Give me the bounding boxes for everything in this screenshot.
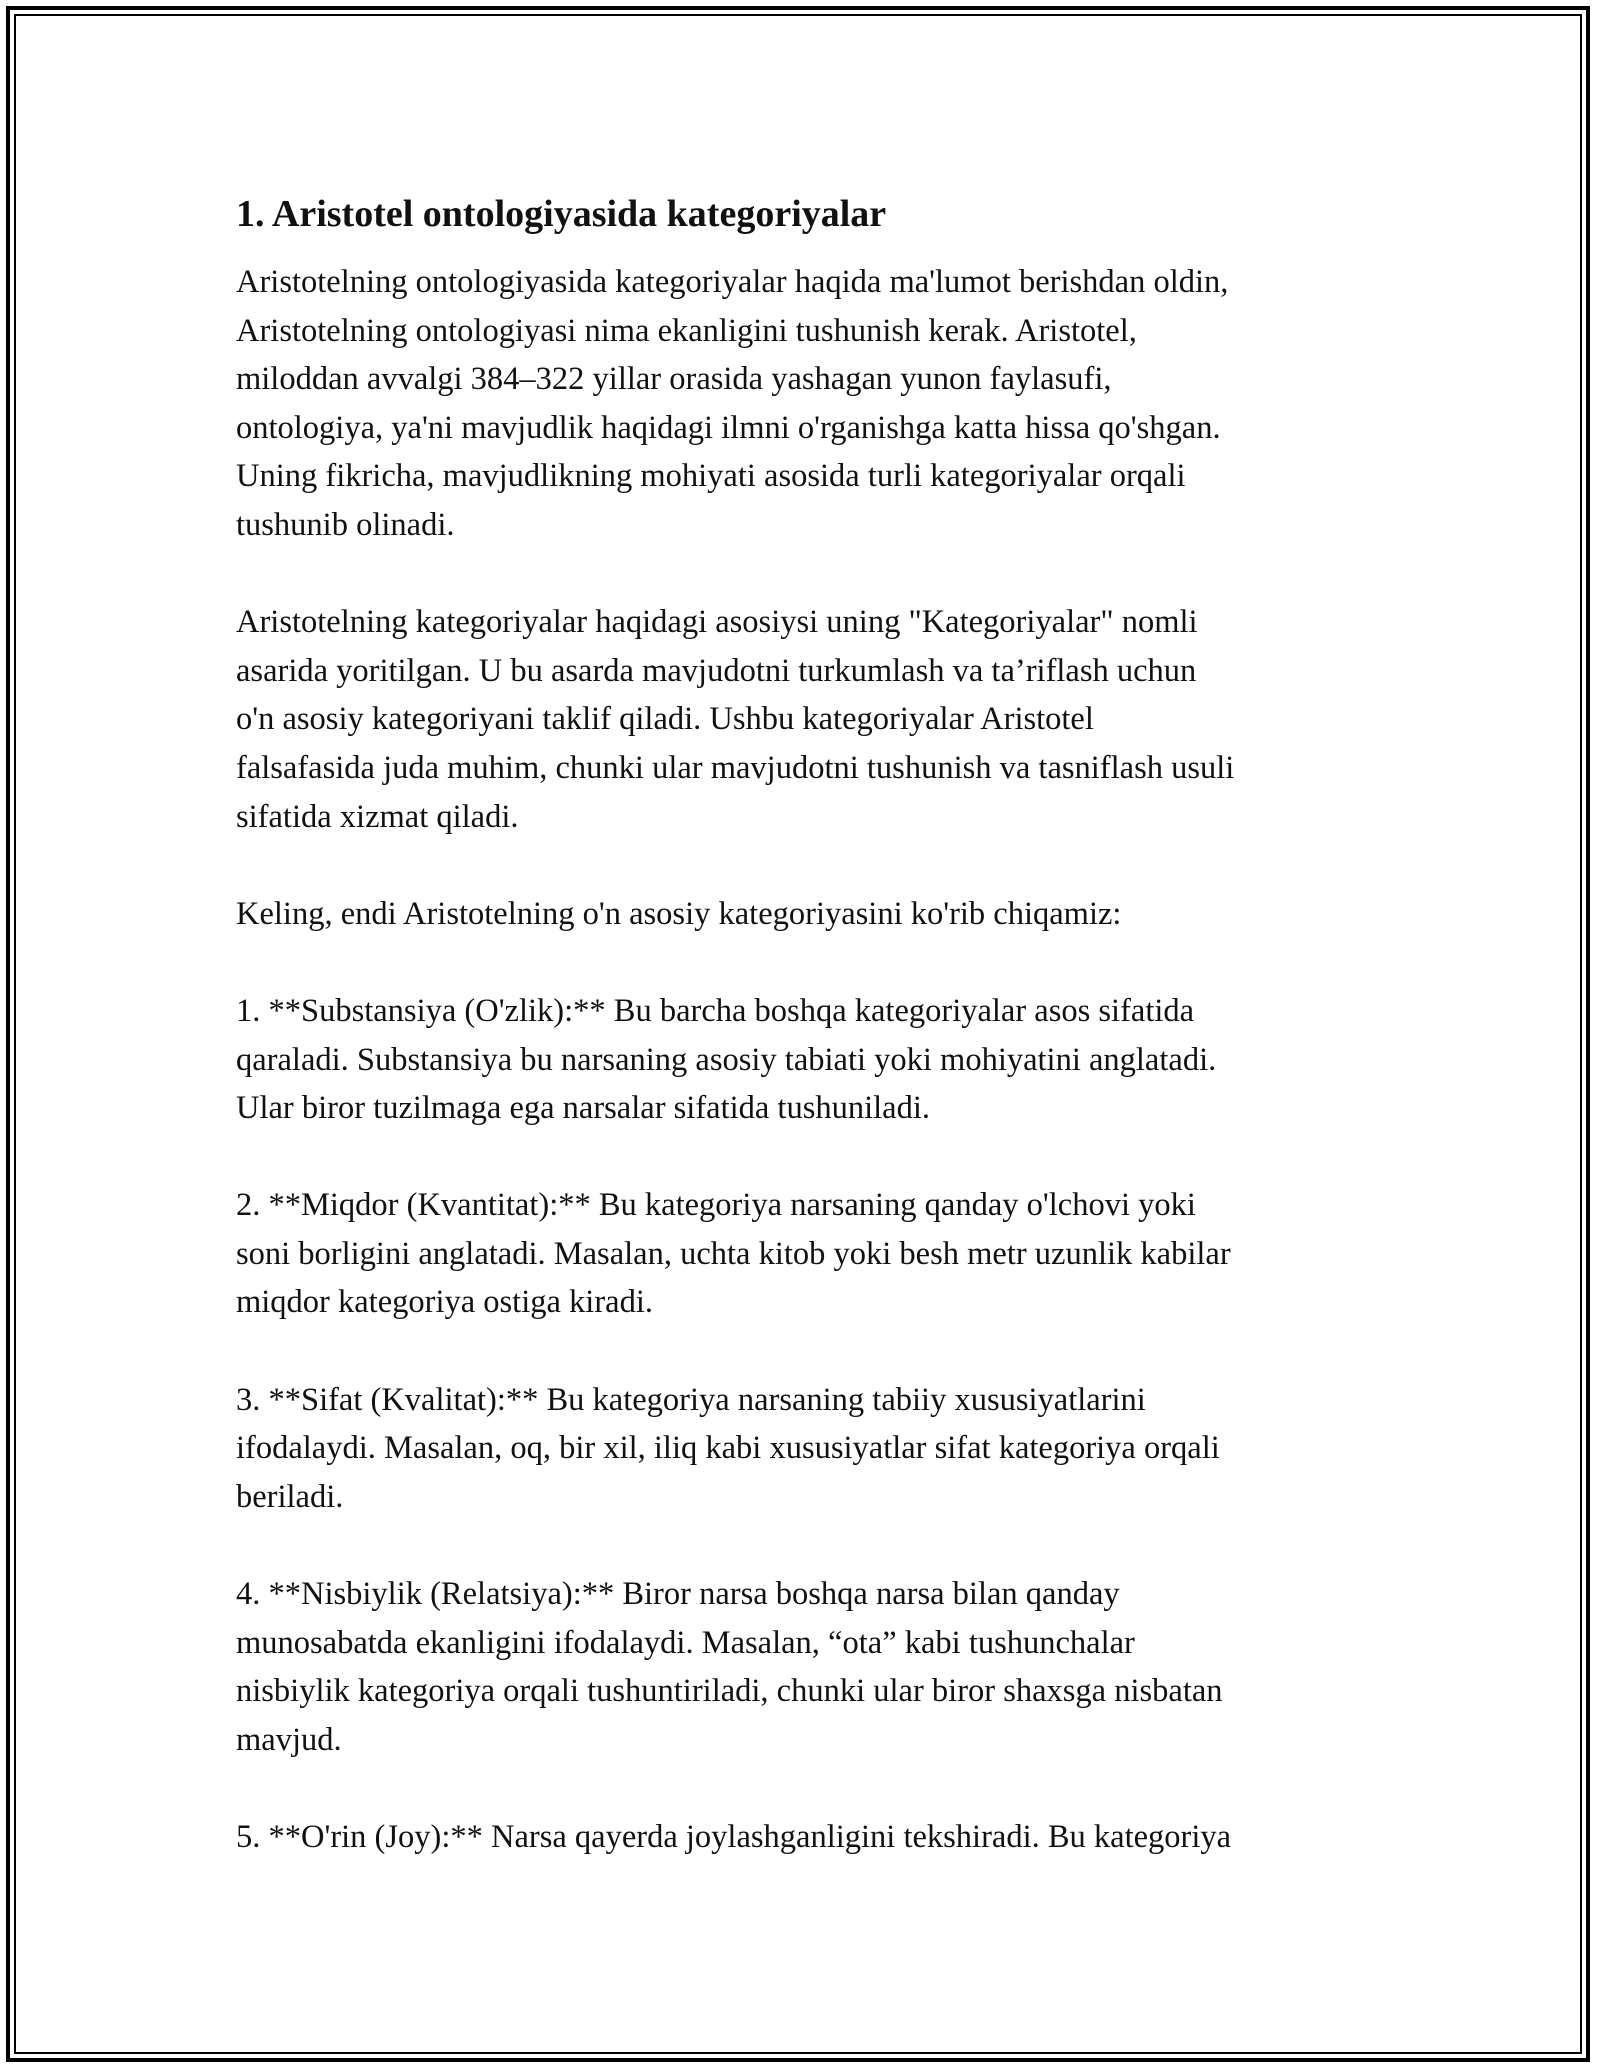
list-item-quality xyxy=(236,1376,1376,1522)
text-line: o'n asosiy kategoriyani taklif qiladi. Ushbu kategoriyalar Aristotel xyxy=(236,701,1094,738)
text-line: tushunib olinadi. xyxy=(236,506,455,543)
text-line: Uning fikricha, mavjudlikning mohiyati asosida turli kategoriyalar orqali xyxy=(236,458,1186,495)
text-line: ifodalaydi. Masalan, oq, bir xil, iliq kabi xususiyatlar sifat kategoriya orqali xyxy=(236,1430,1220,1467)
text-line: mavjud. xyxy=(236,1721,342,1758)
text-line: beriladi. xyxy=(236,1478,344,1515)
text-line: Ular biror tuzilmaga ega narsalar sifatida tushuniladi. xyxy=(236,1090,930,1127)
text-line: sifatida xizmat qiladi. xyxy=(236,798,519,835)
text-line: 5. **O'rin (Joy):** Narsa qayerda joylashganligini tekshiradi. Bu kategoriya xyxy=(236,1819,1232,1855)
text-line: 2. **Miqdor (Kvantitat):** Bu kategoriya narsaning qanday o'lchovi yoki xyxy=(236,1187,1196,1224)
text-line: falsafasida juda muhim, chunki ular mavjudotni tushunish va tasniflash usuli xyxy=(236,749,1235,786)
text-line: asarida yoritilgan. U bu asarda mavjudotni turkumlash va ta’riflash uchun xyxy=(236,652,1197,689)
text-line: Keling, endi Aristotelning o'n asosiy kategoriyasini ko'rib chiqamiz: xyxy=(236,895,1122,932)
text-line: Aristotelning ontologiyasida kategoriyalar haqida ma'lumot berishdan oldin, xyxy=(236,264,1229,300)
document-body xyxy=(236,190,1376,1910)
text-line: 1. **Substansiya (O'zlik):** Bu barcha boshqa kategoriyalar asos sifatida xyxy=(236,992,1195,1029)
paragraph-categories-work xyxy=(236,598,1376,841)
paragraph-ontology-intro xyxy=(236,258,1376,550)
list-item-substance xyxy=(236,987,1376,1133)
text-line: nisbiylik kategoriya orqali tushuntiriladi, chunki ular biror shaxsga nisbatan xyxy=(236,1673,1223,1710)
text-line: Aristotelning ontologiyasi nima ekanligini tushunish kerak. Aristotel, xyxy=(236,312,1137,349)
text-line: qaraladi. Substansiya bu narsaning asosiy tabiati yoki mohiyatini anglatadi. xyxy=(236,1041,1217,1078)
text-line: miqdor kategoriya ostiga kiradi. xyxy=(236,1284,653,1321)
list-item-quantity xyxy=(236,1181,1376,1327)
text-line: 3. **Sifat (Kvalitat):** Bu kategoriya narsaning tabiiy xususiyatlarini xyxy=(236,1381,1146,1418)
list-item-relation xyxy=(236,1570,1376,1764)
text-line: miloddan avvalgi 384–322 yillar orasida yashagan yunon faylasufi, xyxy=(236,361,1112,398)
text-line: munosabatda ekanligini ifodalaydi. Masalan, “ota” kabi tushunchalar xyxy=(236,1624,1135,1661)
text-line: soni borligini anglatadi. Masalan, uchta kitob yoki besh metr uzunlik kabilar xyxy=(236,1235,1231,1272)
document-heading: 1. Aristotel ontologiyasida kategoriyalar xyxy=(236,193,887,235)
list-item-place xyxy=(236,1813,1376,1862)
text-line: ontologiya, ya'ni mavjudlik haqidagi ilmni o'rganishga katta hissa qo'shgan. xyxy=(236,409,1221,446)
text-line: 4. **Nisbiylik (Relatsiya):** Biror narsa boshqa narsa bilan qanday xyxy=(236,1576,1120,1613)
paragraph-list-intro xyxy=(236,890,1376,939)
text-line: Aristotelning kategoriyalar haqidagi asosiysi uning "Kategoriyalar" nomli xyxy=(236,604,1198,641)
